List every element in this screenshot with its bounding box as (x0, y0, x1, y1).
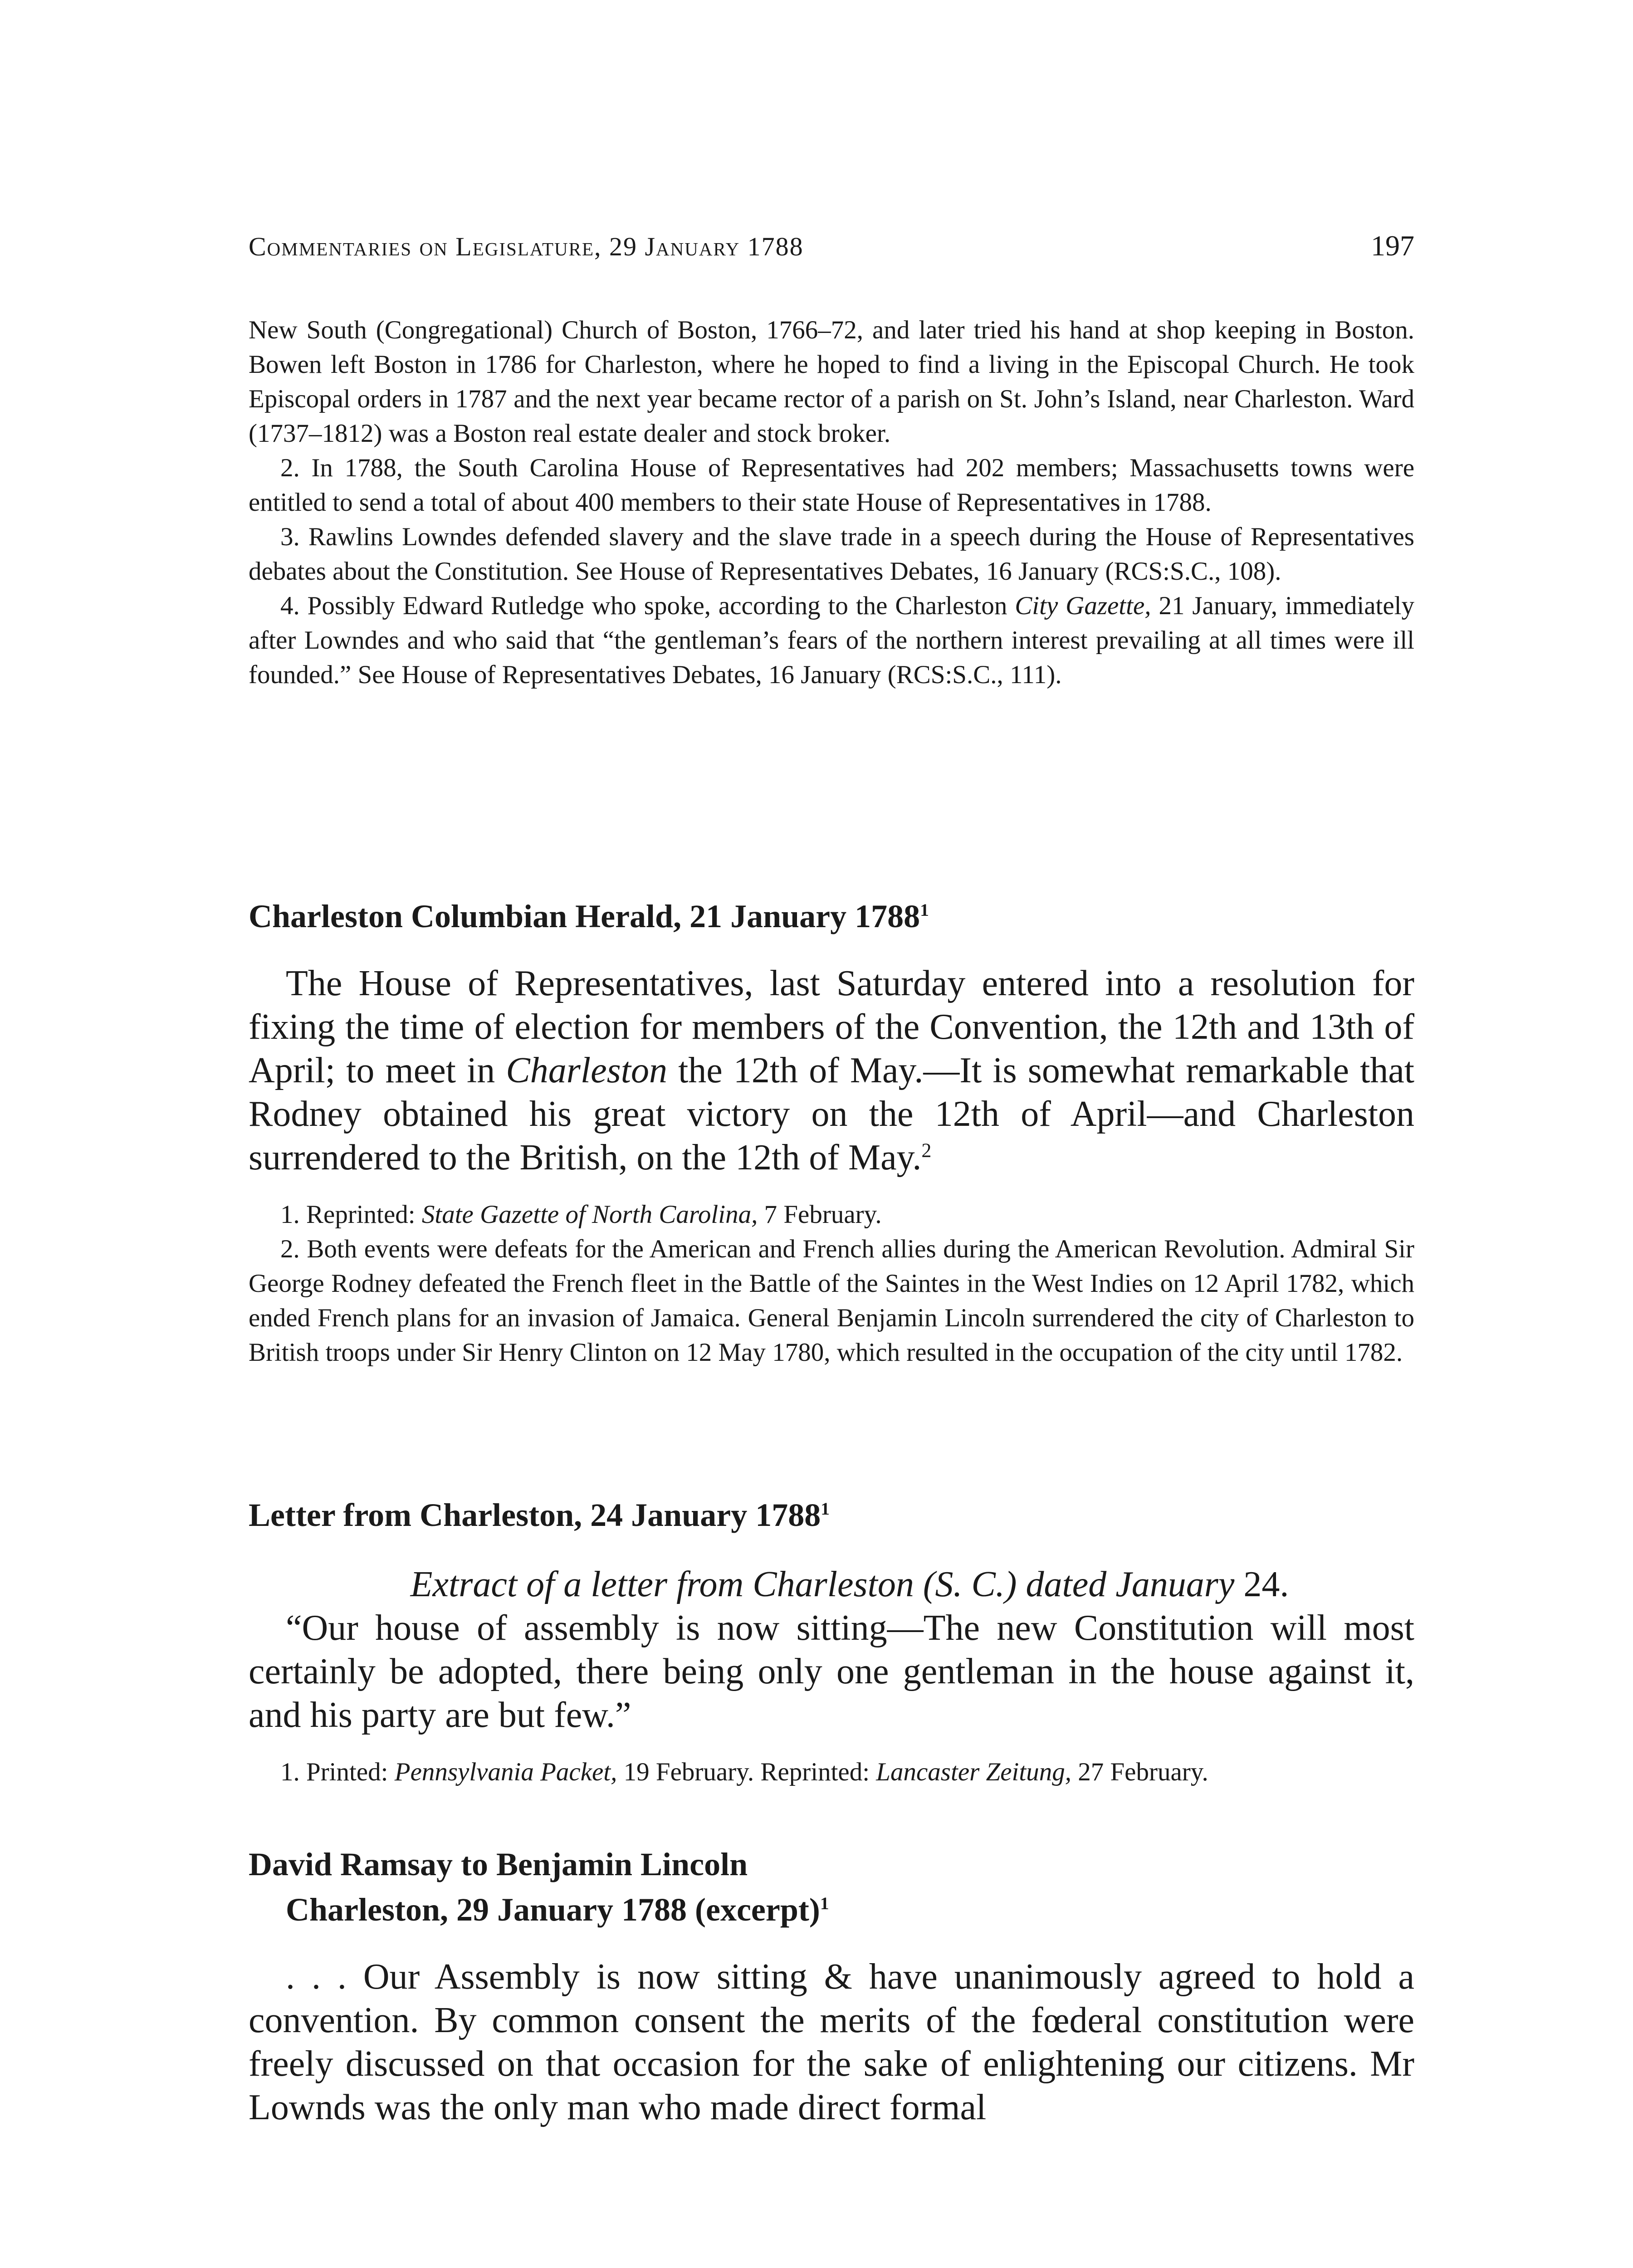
section-footnotes (249, 1198, 1414, 1370)
section-heading-line1: David Ramsay to Benjamin Lincoln (249, 1846, 748, 1882)
section-footnotes (249, 1755, 1414, 1789)
section-heading: Charleston Columbian Herald, 21 January 1788$^1$ (249, 898, 929, 934)
section-heading-line2: Charleston, 29 January 1788 (excerpt)$^1$ (286, 1892, 829, 1928)
footnote-2: 2. In 1788, the South Carolina House of Representatives had 202 members; Massachusetts towns were entitled to send a total of about 400 members to their state House of Representatives in 1788. (249, 454, 1414, 517)
footnote-1-continued: New South (Congregational) Church of Boston, 1766–72, and later tried his hand at shop keeping in Boston. Bowen left Boston in 1786 for Charleston, where he hoped to find a living in the Episcopal Church. He took Episcopal orders in 1787 and the next year became rector of a parish on St. John’s Island, near Charleston. Ward (1737–1812) was a Boston real estate dealer and stock broker. (249, 316, 1414, 448)
footnote-marker: 1 (820, 1893, 829, 1913)
footnotes-continued (249, 313, 1414, 692)
footnote-marker: 1 (920, 900, 929, 920)
footnote-1: 1. Reprinted: State Gazette of North Carolina, 7 February. (280, 1200, 882, 1229)
footnote-2: 2. Both events were defeats for the American and French allies during the American Revolution. Admiral Sir George Rodney defeated the French fleet in the Battle of the Saintes in the West Indies on 12 April 1782, which ended French plans for an invasion of Jamaica. General Benjamin Lincoln surrendered the city of Charleston to British troops under Sir Henry Clinton on 12 May 1780, which resulted in the occupation of the city until 1782. (249, 1235, 1414, 1367)
section-ramsay-letter (249, 1842, 1414, 2129)
page-number: 197 (1371, 230, 1414, 262)
extract-line: Extract of a letter from Charleston (S. C.) dated January 24. (410, 1564, 1289, 1604)
section-letter-from-charleston (249, 1492, 1414, 1789)
footnote-marker: 1 (821, 1499, 830, 1519)
section-body: “Our house of assembly is now sitting—The new Constitution will most certainly be adopted, there being only one gentleman in the house against it, and his party are but few.” (249, 1608, 1414, 1735)
page-header (249, 229, 1414, 263)
section-columbian-herald (249, 894, 1414, 1370)
section-body: . . . Our Assembly is now sitting & have unanimously agreed to hold a convention. By common consent the merits of the fœderal constitution were freely discussed on that occasion for the sake of enlightening our citizens. Mr Lownds was the only man who made direct formal (249, 1957, 1414, 2127)
running-head: Commentaries on Legislature, 29 January 1788 (249, 232, 804, 261)
section-body: The House of Representatives, last Saturday entered into a resolution for fixing the time of election for members of the Convention, the 12th and 13th of April; to meet in Charleston the 12th of May.—It is somewhat remarkable that Rodney obtained his great victory on the 12th of April—and Charleston surrendered to the British, on the 12th of May.$^2$ (249, 963, 1415, 1178)
footnote-1: 1. Printed: Pennsylvania Packet, 19 February. Reprinted: Lancaster Zeitung, 27 February. (280, 1758, 1208, 1786)
footnote-4: 4. Possibly Edward Rutledge who spoke, according to the Charleston City Gazette, 21 January, immediately after Lowndes and who said that “the gentleman’s fears of the northern interest prevailing at all times were ill founded.” See House of Representatives Debates, 16 January (RCS:S.C., 111). (249, 591, 1415, 689)
footnote-marker: 2 (921, 1139, 932, 1162)
footnote-3: 3. Rawlins Lowndes defended slavery and the slave trade in a speech during the House of Representatives debates about the Constitution. See House of Representatives Debates, 16 January (RCS:S.C., 108). (249, 523, 1414, 586)
section-heading: Letter from Charleston, 24 January 1788$^1$ (249, 1497, 830, 1533)
